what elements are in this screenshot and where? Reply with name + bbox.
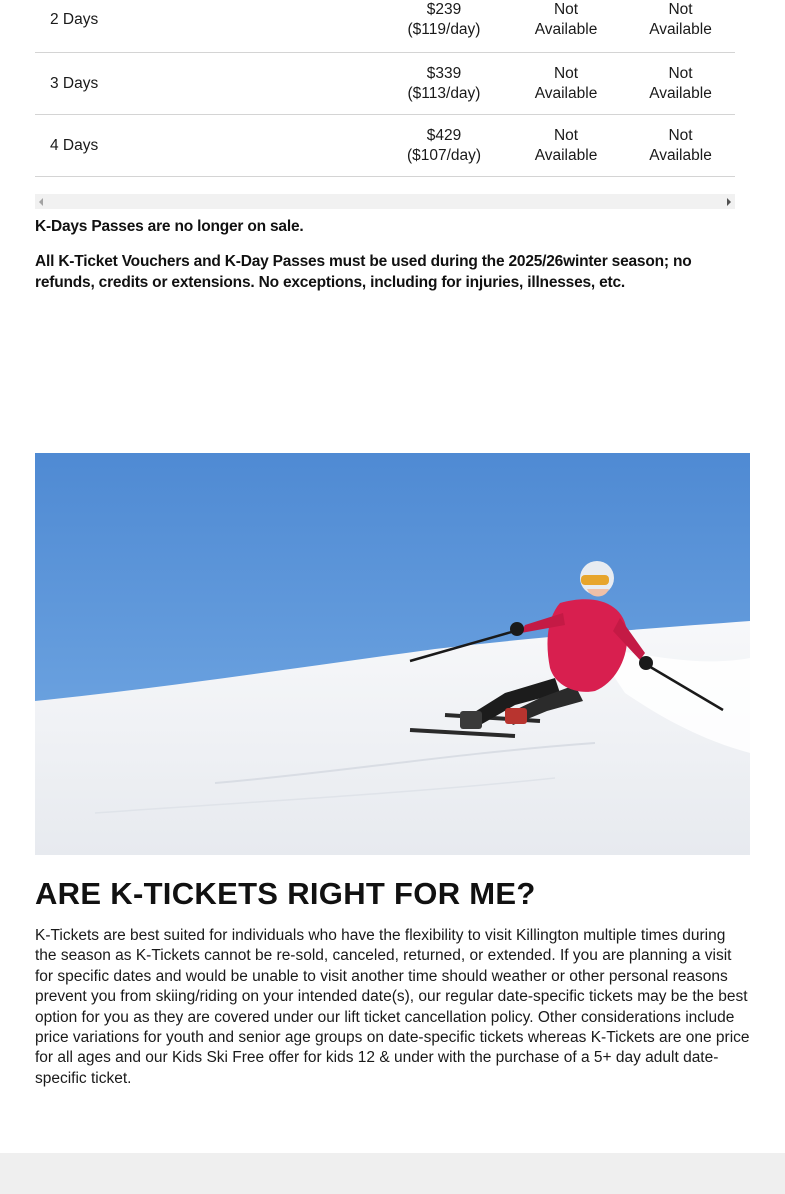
- hero-image-skier: [35, 453, 750, 855]
- skier-photo: [35, 453, 750, 855]
- scroll-left-arrow-icon[interactable]: [39, 198, 43, 206]
- duration-cell: 3 Days: [50, 74, 99, 92]
- price-per-day: ($107/day): [406, 146, 482, 164]
- availability-text: Available: [534, 21, 598, 38]
- sale-notice: K-Days Passes are no longer on sale.: [35, 218, 304, 235]
- ticket-notes: [35, 216, 755, 307]
- availability-text: Available: [649, 21, 712, 38]
- duration-cell: 2 Days: [50, 11, 99, 28]
- price-cell: [382, 53, 506, 115]
- section-title: ARE K-TICKETS RIGHT FOR ME?: [35, 876, 536, 911]
- price-per-day: ($113/day): [407, 84, 481, 102]
- table-row: [35, 0, 735, 53]
- availability-cell: [626, 0, 735, 53]
- pricing-table-container: [35, 0, 735, 177]
- pricing-table: [35, 0, 735, 177]
- availability-text: Not: [553, 64, 579, 82]
- price-per-day: ($119/day): [407, 21, 481, 38]
- table-row: [35, 115, 735, 177]
- price-value: $339: [426, 64, 462, 82]
- price-cell: [382, 115, 506, 177]
- availability-text: Available: [534, 146, 598, 164]
- availability-text: Not: [668, 1, 693, 18]
- availability-cell: [506, 53, 626, 115]
- price-value: $239: [426, 1, 462, 18]
- availability-cell: [626, 115, 735, 177]
- availability-text: Not: [553, 126, 579, 144]
- price-value: $429: [426, 126, 462, 144]
- availability-cell: [626, 53, 735, 115]
- duration-cell: 4 Days: [50, 136, 99, 154]
- scroll-right-arrow-icon[interactable]: [727, 198, 731, 206]
- footer-band: [0, 1153, 785, 1194]
- policy-notice: All K-Ticket Vouchers and K-Day Passes must be used during the 2025/26winter season; no refunds, credits or extensions. No exceptions, including for injuries, illnesses, etc.: [35, 253, 692, 291]
- availability-text: Not: [668, 64, 693, 82]
- table-horizontal-scrollbar[interactable]: [35, 194, 735, 209]
- availability-text: Available: [649, 84, 712, 102]
- price-cell: [382, 0, 506, 53]
- availability-text: Not: [553, 1, 579, 18]
- availability-cell: [506, 115, 626, 177]
- availability-text: Available: [649, 146, 712, 164]
- availability-text: Not: [668, 126, 693, 144]
- table-row: [35, 53, 735, 115]
- availability-text: Available: [534, 84, 598, 102]
- section-body: K-Tickets are best suited for individuals who have the flexibility to visit Killington multiple times during the season as K-Tickets cannot be re-sold, canceled, returned, or extended. If you are planning a visit for specific dates and would be unable to visit another time should weather or other personal reasons prevent you from skiing/riding on your intended date(s), our regular date-specific tickets may be the best option for you as they are covered under our lift ticket cancellation policy. Other considerations include price variations for youth and senior age groups on date-specific tickets whereas K-Tickets are one price for all ages and our Kids Ski Free offer for kids 12 & under with the purchase of a 5+ day adult date-specific ticket.: [35, 927, 750, 1087]
- availability-cell: [506, 0, 626, 53]
